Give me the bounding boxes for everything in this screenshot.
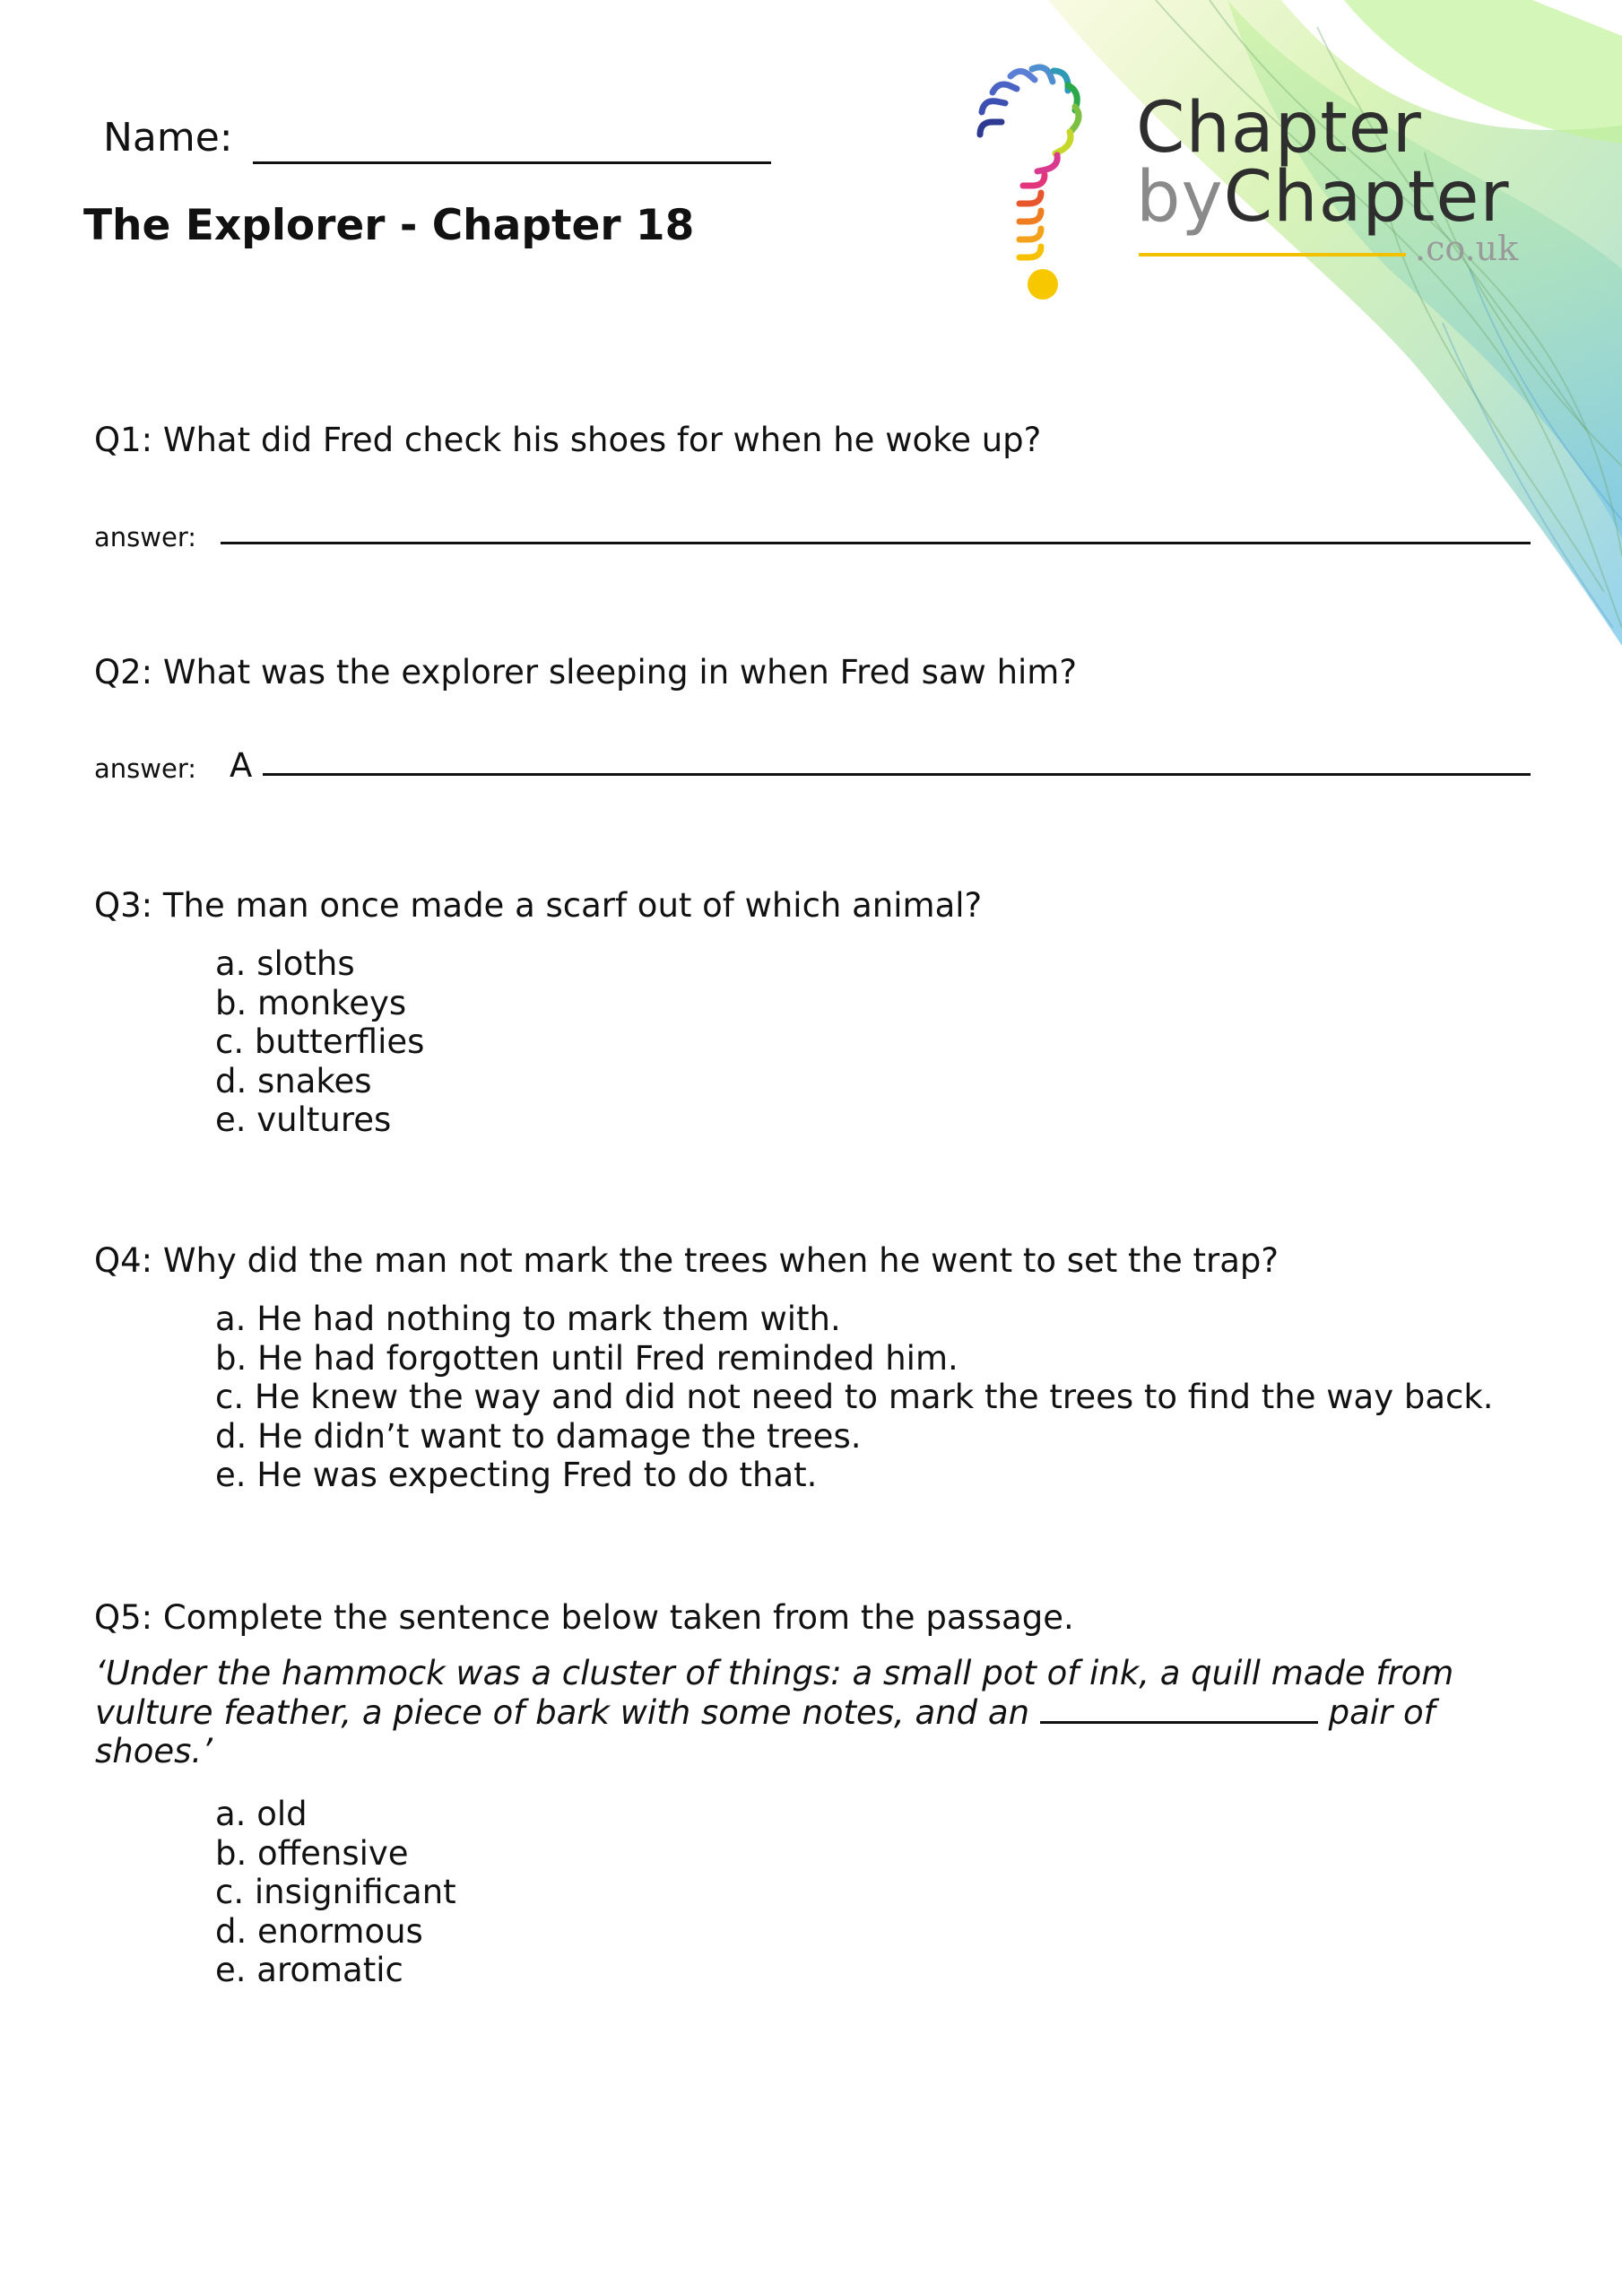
- brand-underline: [1139, 253, 1406, 257]
- q5-options: [215, 1795, 456, 1990]
- brand-by: by: [1136, 157, 1224, 238]
- q5-quote-blank[interactable]: [1040, 1694, 1318, 1724]
- q5-option-d[interactable]: d. enormous: [215, 1911, 423, 1951]
- q2-answer-line[interactable]: [263, 773, 1531, 776]
- brand-name-line1: Chapter: [1136, 88, 1422, 169]
- q4-option-b[interactable]: b. He had forgotten until Fred reminded him.: [215, 1338, 958, 1378]
- q3-options: [215, 944, 424, 1140]
- brand-name-line2: [1136, 157, 1510, 238]
- q4-options: [215, 1300, 1494, 1495]
- q4-option-e[interactable]: e. He was expecting Fred to do that.: [215, 1456, 818, 1494]
- q2-answer-label: answer:: [94, 753, 197, 784]
- q5-option-c[interactable]: c. insignificant: [215, 1873, 456, 1911]
- brand-chapter: Chapter: [1223, 157, 1510, 238]
- question-1: Q1: What did Fred check his shoes for when he woke up?: [94, 421, 1042, 459]
- question-2: Q2: What was the explorer sleeping in when Fred saw him?: [94, 653, 1077, 691]
- book-question-mark-icon: [964, 49, 1125, 309]
- name-input-line[interactable]: [253, 161, 771, 164]
- name-label: Name:: [103, 115, 233, 161]
- question-5: Q5: Complete the sentence below taken from the passage.: [94, 1598, 1074, 1637]
- q3-option-e[interactable]: e. vultures: [215, 1100, 392, 1139]
- q5-option-e[interactable]: e. aromatic: [215, 1951, 403, 1989]
- q4-option-d[interactable]: d. He didn’t want to damage the trees.: [215, 1416, 862, 1456]
- brand-domain: .co.uk: [1415, 229, 1519, 268]
- question-3: Q3: The man once made a scarf out of which animal?: [94, 886, 983, 925]
- q1-answer-label: answer:: [94, 522, 197, 552]
- q3-option-a[interactable]: a. sloths: [215, 944, 355, 983]
- q1-answer-line[interactable]: [221, 542, 1531, 544]
- q5-quote: [95, 1654, 1530, 1771]
- worksheet-title: The Explorer - Chapter 18: [83, 201, 695, 250]
- q4-option-c[interactable]: c. He knew the way and did not need to mark the trees to find the way back.: [215, 1378, 1494, 1416]
- q5-option-a[interactable]: a. old: [215, 1795, 308, 1833]
- q3-option-b[interactable]: b. monkeys: [215, 983, 407, 1022]
- q5-quote-before: ‘Under the hammock was a cluster of things: a small pot of ink, a quill made from vulture feather, a piece of bark with some notes, and an: [95, 1654, 1454, 1732]
- q4-option-a[interactable]: a. He had nothing to mark them with.: [215, 1300, 841, 1338]
- q3-option-d[interactable]: d. snakes: [215, 1061, 372, 1100]
- q5-option-b[interactable]: b. offensive: [215, 1833, 409, 1873]
- question-4: Q4: Why did the man not mark the trees when he went to set the trap?: [94, 1241, 1279, 1280]
- q5-quote-after: pair of shoes.’: [95, 1692, 1436, 1770]
- q2-answer-prefill: A: [230, 746, 253, 785]
- q3-option-c[interactable]: c. butterflies: [215, 1022, 425, 1061]
